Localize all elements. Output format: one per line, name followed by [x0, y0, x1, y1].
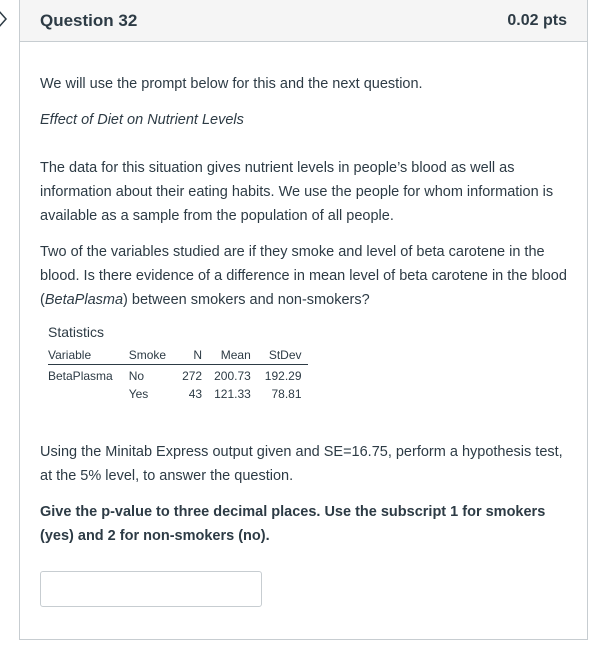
col-header-mean: Mean [214, 348, 265, 365]
statistics-header-row [48, 348, 308, 365]
question-card [19, 0, 588, 640]
cell-n: 43 [188, 387, 203, 401]
col-header-smoke: Smoke [129, 348, 182, 365]
col-header-variable: Variable [48, 348, 129, 365]
cell-mean: 121.33 [214, 387, 251, 401]
table-row [48, 365, 308, 384]
paragraph-4: Give the p-value to three decimal places. Use the subscript 1 for smokers (yes) and 2 for non-smokers (no). [40, 504, 546, 544]
cell-stdev: 78.81 [271, 387, 302, 401]
intro-text: We will use the prompt below for this and the next question. [40, 76, 423, 92]
question-header [20, 0, 587, 42]
paragraph-2-variable: BetaPlasma [44, 292, 124, 308]
cell-smoke: Yes [128, 387, 149, 401]
cell-stdev: 192.29 [264, 369, 302, 383]
paragraph-2 [40, 240, 568, 312]
paragraph-1: The data for this situation gives nutrient levels in people’s blood as well as information about their eating habits. We use the people for whom information is available as a sample from the population of all people. [40, 160, 554, 224]
question-marker-icon [0, 8, 8, 30]
cell-n: 272 [182, 369, 203, 383]
col-header-stdev: StDev [265, 348, 308, 365]
cell-variable: BetaPlasma [48, 369, 113, 383]
col-header-n: N [182, 348, 214, 365]
cell-smoke: No [128, 369, 145, 383]
question-points: 0.02 pts [507, 11, 567, 29]
prompt-subtitle: Effect of Diet on Nutrient Levels [40, 112, 244, 128]
paragraph-2-text-a: Two of the variables studied are if they smoke and level of beta carotene in the blood. Is there evidence of a difference in mean level of beta carotene in the blood ( [40, 244, 567, 308]
question-title: Question 32 [40, 10, 138, 30]
paragraph-3: Using the Minitab Express output given and SE=16.75, perform a hypothesis test, at the 5% level, to answer the question. [40, 444, 563, 484]
statistics-table [48, 348, 308, 401]
cell-mean: 200.73 [214, 369, 251, 383]
table-row [48, 383, 308, 401]
statistics-output [48, 324, 308, 401]
statistics-title: Statistics [48, 324, 105, 340]
answer-input[interactable] [40, 571, 262, 607]
paragraph-2-text-b: ) between smokers and non-smokers? [123, 292, 370, 308]
cell-variable [48, 383, 129, 401]
